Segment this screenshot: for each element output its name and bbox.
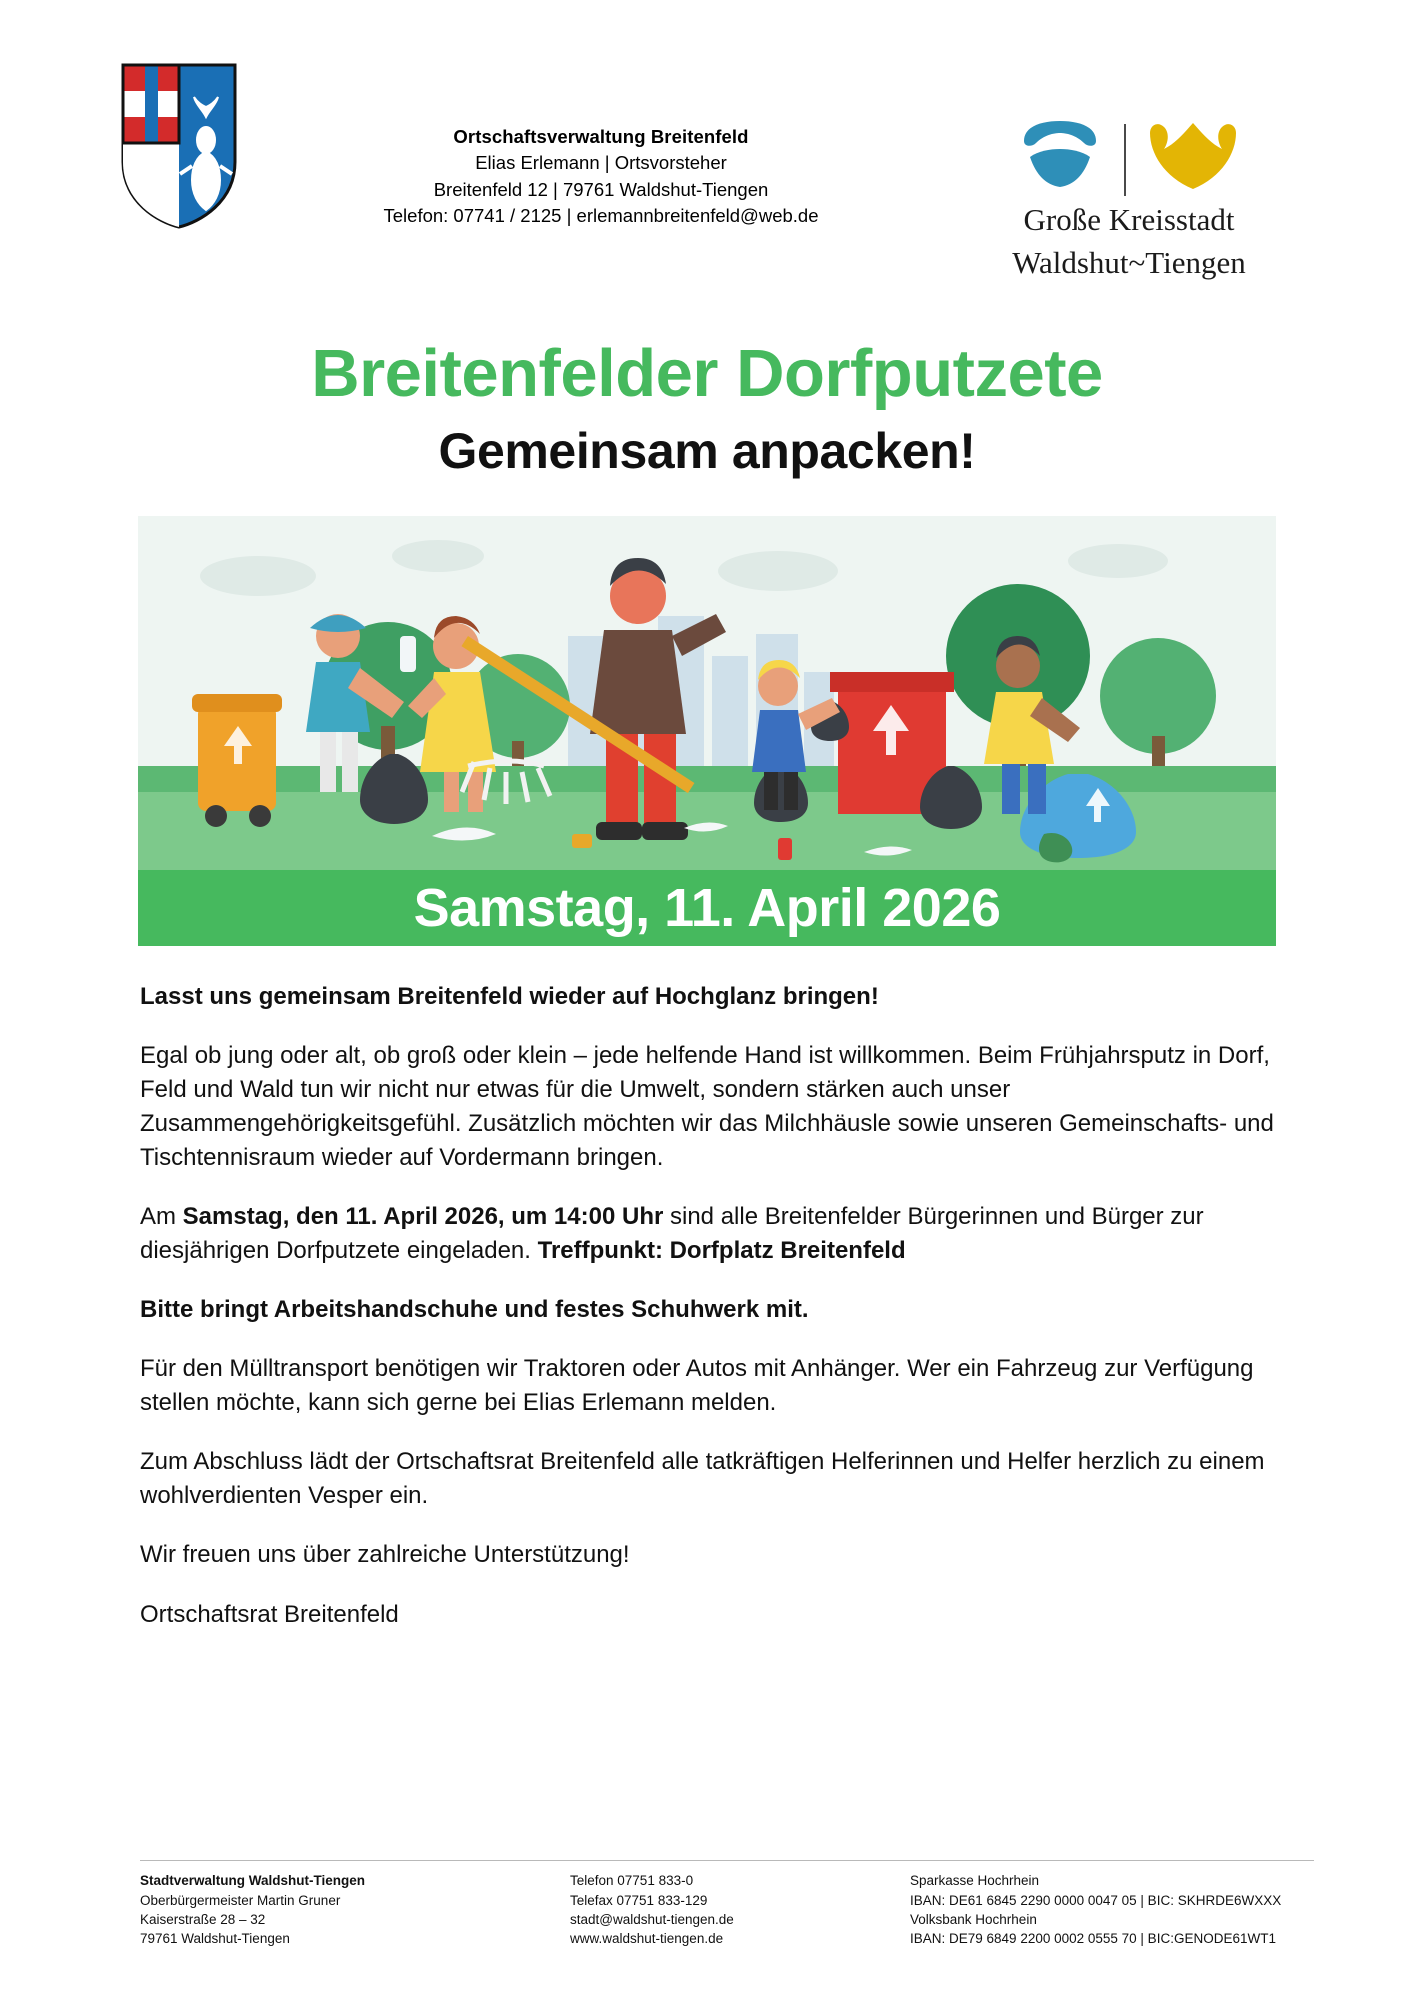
body-text [140,980,1274,1632]
office-address-block [238,62,964,229]
footer-email[interactable]: stadt@waldshut-tiengen.de [570,1911,734,1927]
footer-bank2-name: Volksbank Hochrhein [910,1911,1037,1927]
footer-col-contact [570,1871,910,1948]
page-title: Breitenfelder Dorfputzete [311,336,1103,412]
paragraph-4: Für den Mülltransport benötigen wir Traktoren oder Autos mit Anhänger. Wer ein Fahrzeug zur Verfügung stellen möchte, kann sich gerne bei Elias Erlemann melden. [140,1355,1254,1417]
event-date-banner [138,870,1276,946]
page-header [0,0,1414,281]
p2-date-time: Samstag, den 11. April 2026, um 14:00 Uhr [182,1202,664,1230]
footer-phone: Telefon 07751 833-0 [570,1873,694,1889]
page-subtitle: Gemeinsam anpacken! [438,422,976,479]
footer-bank1-name: Sparkasse Hochrhein [910,1873,1040,1889]
footer-col-address [140,1871,570,1948]
footer-col-bank [910,1871,1314,1948]
page-footer [140,1860,1314,1948]
event-date: Samstag, 11. April 2026 [413,877,1001,938]
footer-street: Kaiserstraße 28 – 32 [140,1911,266,1927]
bring-gear-text: Bitte bringt Arbeitshandschuhe und festes Schuhwerk mit. [140,1296,809,1324]
title-block [0,336,1414,479]
footer-website[interactable]: www.waldshut-tiengen.de [570,1930,724,1946]
footer-bank2-iban: IBAN: DE79 6849 2200 0002 0555 70 | BIC:GENODE61WT1 [910,1930,1276,1946]
lead-paragraph [140,980,1274,1014]
office-address: Breitenfeld 12 | 79761 Waldshut-Tiengen [433,178,769,200]
footer-org-name: Stadtverwaltung Waldshut-Tiengen [140,1873,366,1889]
footer-divider [140,1860,1314,1861]
signature: Ortschaftsrat Breitenfeld [140,1600,399,1628]
city-name-line1: Große Kreisstadt [1023,202,1235,237]
p2-part-c: sind alle Breitenfelder Bürgerinnen und Bürger zur diesjährigen Dorfputzete eingeladen. [140,1202,1204,1264]
paragraph-1: Egal ob jung oder alt, ob groß oder klein – jede helfende Hand ist willkommen. Beim Frühjahrsputz in Dorf, Feld und Wald tun wir nicht nur etwas für die Umwelt, sondern stärken auch unser Zusammengehörigkeitsgefühl. Zusätzlich möchten wir das Milchhäusle sowie unseren Gemeinschafts- und Tischtennisraum wieder auf Vordermann bringen. [140,1041,1274,1171]
office-contact: Telefon: 07741 / 2125 | erlemannbreitenfeld@web.de [383,204,819,226]
paragraph-2 [140,1200,1274,1268]
paragraph-5: Zum Abschluss lädt der Ortschaftsrat Breitenfeld alle tatkräftigen Helferinnen und Helfer herzlich zu einem wohlverdienten Vesper ein. [140,1448,1265,1510]
footer-bank1-iban: IBAN: DE61 6845 2290 0000 0047 05 | BIC: SKHRDE6WXXX [910,1892,1282,1908]
office-name: Ortschaftsverwaltung Breitenfeld [453,126,749,147]
illustration [138,516,1276,946]
coat-of-arms-icon [120,62,238,230]
p2-meeting-point: Treffpunkt: Dorfplatz Breitenfeld [537,1236,906,1264]
city-logo [964,62,1294,281]
wave-icon [1018,117,1104,196]
office-person: Elias Erlemann | Ortsvorsteher [475,152,727,174]
crown-icon [1146,117,1240,196]
lead-text: Lasst uns gemeinsam Breitenfeld wieder auf Hochglanz bringen! [140,982,879,1010]
paragraph-6: Wir freuen uns über zahlreiche Unterstützung! [140,1541,630,1569]
logo-divider [1124,124,1126,196]
paragraph-3 [140,1293,1274,1327]
footer-mayor: Oberbürgermeister Martin Gruner [140,1892,341,1908]
footer-city: 79761 Waldshut-Tiengen [140,1930,290,1946]
footer-fax: Telefax 07751 833-129 [570,1892,708,1908]
p2-part-a: Am [140,1202,183,1230]
city-name-line2: Waldshut~Tiengen [1012,244,1246,280]
